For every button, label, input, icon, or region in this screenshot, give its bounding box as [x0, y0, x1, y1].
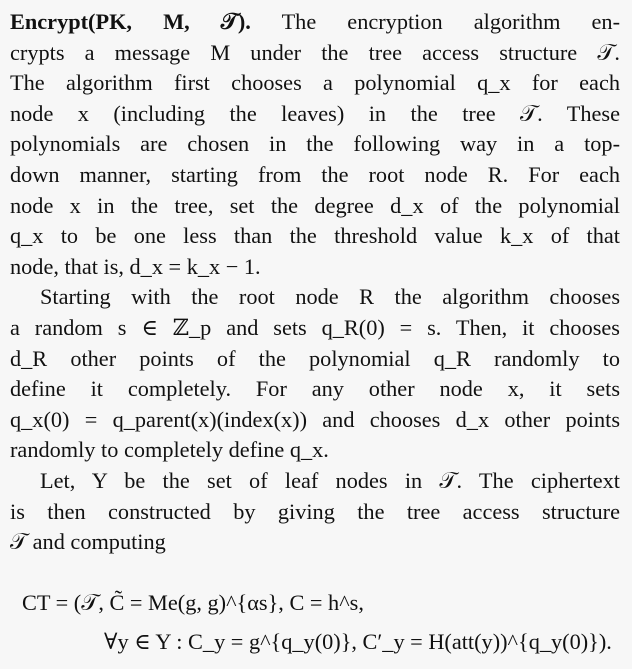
text-line: node x in the tree, set the degree d_x of the polynomial: [10, 192, 620, 218]
text-line: crypts a message M under the tree access structure 𝒯.: [10, 39, 620, 65]
text-line: down manner, starting from the root node R. For each: [10, 161, 620, 187]
text-line: [10, 7, 620, 38]
text-line: polynomials are chosen in the following way in a top-: [10, 131, 620, 157]
text-line: is then constructed by giving the tree access structure: [10, 498, 620, 524]
text-line: randomly to completely define q_x.: [10, 437, 329, 463]
text-line: d_R other points of the polynomial q_R randomly to: [10, 345, 620, 371]
text-line: node x (including the leaves) in the tree 𝒯. These: [10, 100, 620, 126]
text-line: q_x to be one less than the threshold value k_x of that: [10, 223, 620, 249]
ciphertext-equation-line-2: ∀y ∈ Y : C_y = g^{q_y(0)}, C′_y = H(att(y))^{q_y(0)}).: [104, 629, 612, 654]
line-text: The encryption algorithm en-: [281, 9, 620, 34]
text-line: The algorithm first chooses a polynomial q_x for each: [10, 70, 620, 96]
text-line: a random s ∈ ℤ_p and sets q_R(0) = s. Then, it chooses: [10, 314, 620, 340]
text-line: node, that is, d_x = k_x − 1.: [10, 253, 261, 279]
paragraph-ciphertext: [10, 466, 620, 558]
text-line: Starting with the root node R the algorithm chooses: [40, 284, 620, 310]
algorithm-heading: Encrypt(PK, M, 𝒯).: [10, 9, 251, 34]
paragraph-polynomial-selection: [10, 282, 620, 466]
text-line: Let, Y be the set of leaf nodes in 𝒯. The ciphertext: [40, 467, 620, 493]
text-line: q_x(0) = q_parent(x)(index(x)) and chooses d_x other points: [10, 406, 620, 432]
paragraph-encrypt-definition: [10, 7, 620, 282]
ciphertext-equation-line-1: CT = (𝒯, C̃ = Me(g, g)^{αs}, C = h^s,: [22, 590, 364, 615]
text-line: 𝒯 and computing: [10, 529, 166, 555]
text-line: define it completely. For any other node x, it sets: [10, 376, 620, 402]
